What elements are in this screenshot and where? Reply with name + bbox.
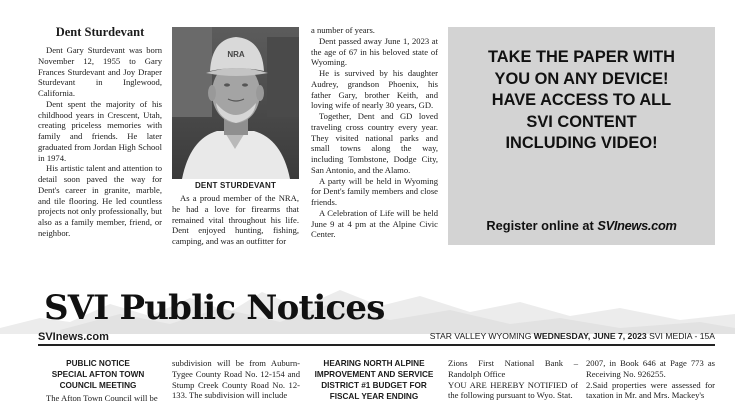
register-text: Register online at — [486, 218, 594, 233]
paragraph: As a proud member of the NRA, he had a love for firearms that remained vital throughout his life. Dent enjoyed hunting, fishing, camping, and was an outfitter for — [172, 193, 299, 246]
paragraph: Dent passed away June 1, 2023 at the age of 67 in his beloved state of Wyoming. — [311, 35, 438, 68]
obituary-column-1 — [38, 45, 162, 239]
notice-heading-line: PUBLIC NOTICE — [66, 359, 130, 368]
dateline-date: WEDNESDAY, JUNE 7, 2023 — [533, 331, 647, 341]
portrait-image — [172, 27, 299, 179]
photo-caption: DENT STURDEVANT — [194, 181, 277, 190]
notice-zions-bank — [448, 358, 578, 401]
paragraph: A party will be held in Wyoming for Dent's family members and close friends. — [311, 175, 438, 207]
notice-heading-line: HEARING NORTH ALPINE — [323, 359, 425, 368]
notice-heading-line: DISTRICT #1 BUDGET FOR — [321, 381, 427, 390]
dateline-location: STAR VALLEY WYOMING — [429, 331, 532, 341]
obituary-heading: Dent Sturdevant — [55, 25, 145, 39]
notice-afton-council — [38, 358, 158, 404]
ad-headline-line: SVI CONTENT — [526, 112, 637, 131]
notice-heading-line: SPECIAL AFTON TOWN — [51, 370, 145, 379]
divider-rule — [38, 344, 715, 346]
paragraph: A Celebration of Life will be held June 9 at 4 pm at the Alpine Civic Center. — [311, 207, 438, 240]
paragraph: Together, Dent and GD loved traveling cross country every year. They visited national parks and small towns along the way, including Tombstone, Dodge City, San Antonio, and the Alamo. — [311, 111, 438, 175]
paragraph: a number of years. — [311, 25, 375, 35]
paragraph: He is survived by his daughter Audrey, grandson Phoenix, his father Gary, brother Keith, and loving wife of nearly 30 years, GD. — [311, 68, 438, 111]
paragraph: YOU ARE HEREBY NOTIFIED of the following pursuant to Wyo. Stat. — [448, 379, 578, 401]
ad-headline-line: TAKE THE PAPER WITH — [488, 48, 675, 66]
paragraph: subdivision will be from Auburn-Tygee County Road No. 12-154 and Stump Creek County Road No. 12-133. The subdivision will include — [172, 358, 300, 401]
notice-property-tax — [586, 358, 715, 401]
obituary-photo — [172, 27, 299, 179]
paragraph: Dent Gary Sturdevant was born November 12, 1955 to Gary Frances Sturdevant and Joy Draper Sturdevant in Inglewood, California. — [38, 45, 162, 98]
ad-headline — [448, 47, 715, 155]
paragraph: Zions First National Bank – Randolph Office — [448, 358, 578, 379]
notice-heading-line: COUNCIL MEETING — [59, 381, 137, 390]
paragraph: Dent spent the majority of his childhood years in Crescent, Utah, creating priceless memories with family and friends. He later graduated from Jordan High School in 1974. — [38, 98, 162, 163]
cap-logo: NRA — [227, 50, 245, 59]
ad-register-line[interactable] — [448, 218, 715, 233]
svinews-logo[interactable]: SVInews.com — [597, 218, 677, 233]
notice-heading-line: IMPROVEMENT AND SERVICE — [314, 370, 434, 379]
ad-headline-line: YOU ON ANY DEVICE! — [494, 69, 669, 88]
ad-headline-line: INCLUDING VIDEO! — [505, 134, 658, 153]
notice-north-alpine — [310, 358, 438, 402]
section-title: SVI Public Notices — [44, 288, 385, 328]
obituary-column-3 — [311, 25, 438, 240]
paragraph: 2.Said properties were assessed for taxation in Mr. and Mrs. Mackey's — [586, 379, 715, 401]
notice-subdivision — [172, 358, 300, 401]
notice-heading — [38, 358, 158, 391]
obituary-column-2 — [172, 193, 299, 247]
dateline — [430, 331, 715, 341]
ad-headline-line: HAVE ACCESS TO ALL — [491, 91, 672, 110]
paragraph: The Afton Town Council will be — [46, 393, 158, 403]
subscription-ad[interactable] — [448, 27, 715, 245]
dateline-page: SVI MEDIA - 15A — [649, 331, 715, 341]
paragraph: His artistic talent and attention to detail soon paved the way for Dent's career in granite, marble, and tile flooring. He led countless projects not only professionally, but also as a family member, friend, or neighbor. — [38, 163, 162, 238]
notice-body — [38, 393, 158, 404]
site-name[interactable]: SVInews.com — [38, 331, 109, 343]
paragraph: 2007, in Book 646 at Page 773 as Receiving No. 926255. — [586, 358, 715, 379]
notice-heading — [310, 358, 438, 402]
notice-heading-line: FISCAL YEAR ENDING — [329, 392, 419, 401]
